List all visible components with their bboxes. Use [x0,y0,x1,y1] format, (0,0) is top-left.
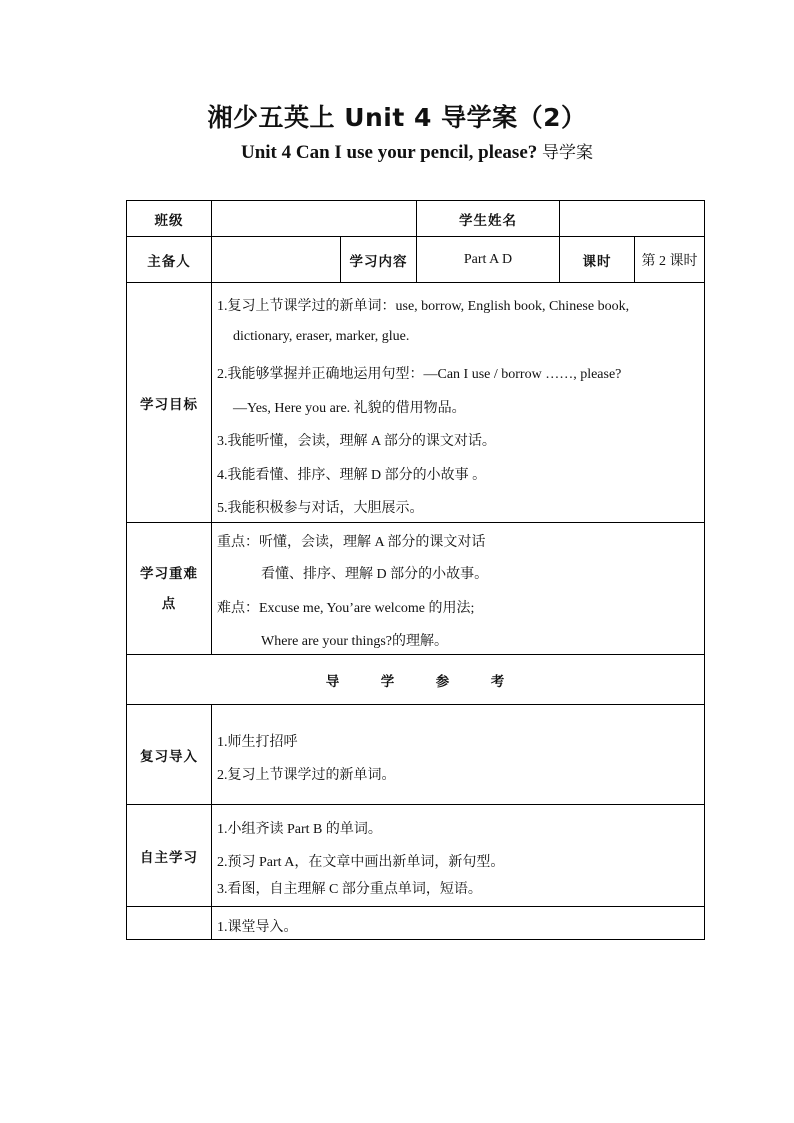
self-study-line: 3.看图，自主理解 C 部分重点单词，短语。 [217,882,482,897]
period-value: 第 2 课时 [635,236,705,282]
review-line: 2.复习上节课学过的新单词。 [217,768,396,783]
self-study-line: 2.预习 Part A，在文章中画出新单词，新句型。 [217,855,505,870]
objective-line: 5.我能积极参与对话，大胆展示。 [217,501,424,516]
key-point-line: Where are your things?的理解。 [261,634,448,649]
class-intro-content [212,906,705,940]
self-study-line: 1.小组齐读 Part B 的单词。 [217,822,382,837]
objective-line: 1.复习上节课学过的新单词：use, borrow, English book, Chinese book, [217,299,630,314]
key-point-line: 重点：听懂，会读，理解 A 部分的课文对话 [217,535,486,550]
class-value [212,200,417,236]
review-content [212,704,705,804]
content-value: Part A D [417,236,560,282]
self-study-content [212,804,705,906]
guide-heading: 导 学 参 考 [126,654,705,704]
objective-line: 2.我能够掌握并正确地运用句型：—Can I use / borrow ……, please? [217,367,622,382]
preparer-label: 主备人 [126,236,212,282]
page-subtitle [0,138,794,164]
key-point-line: 难点：Excuse me, You’are welcome 的用法; [217,601,475,616]
key-point-line: 看懂、排序、理解 D 部分的小故事。 [261,567,489,582]
content-label: 学习内容 [341,236,417,282]
page-title: 湘少五英上 Unit 4 导学案（2） [207,103,587,132]
objectives-label: 学习目标 [126,282,212,522]
student-name-value [560,200,705,236]
class-label: 班级 [126,200,212,236]
class-intro-line: 1.课堂导入。 [217,920,298,935]
review-line: 1.师生打招呼 [217,735,298,750]
subtitle-english: Unit 4 Can I use your pencil, please? [240,142,538,163]
student-name-label: 学生姓名 [417,200,560,236]
objective-line: dictionary, eraser, marker, glue. [233,329,410,344]
preparer-value [212,236,341,282]
class-intro-label [126,906,212,940]
objective-line: 4.我能看懂、排序、理解 D 部分的小故事 。 [217,468,487,483]
key-points-content [212,522,705,654]
period-label: 课时 [560,236,635,282]
subtitle-chinese: 导学案 [542,143,594,163]
objective-line: 3.我能听懂，会读，理解 A 部分的课文对话。 [217,434,496,449]
self-study-label: 自主学习 [126,804,212,906]
objectives-content [212,282,705,522]
review-label: 复习导入 [126,704,212,804]
key-points-label: 学习重难点 [126,522,212,654]
objective-line: —Yes, Here you are. 礼貌的借用物品。 [233,401,466,416]
